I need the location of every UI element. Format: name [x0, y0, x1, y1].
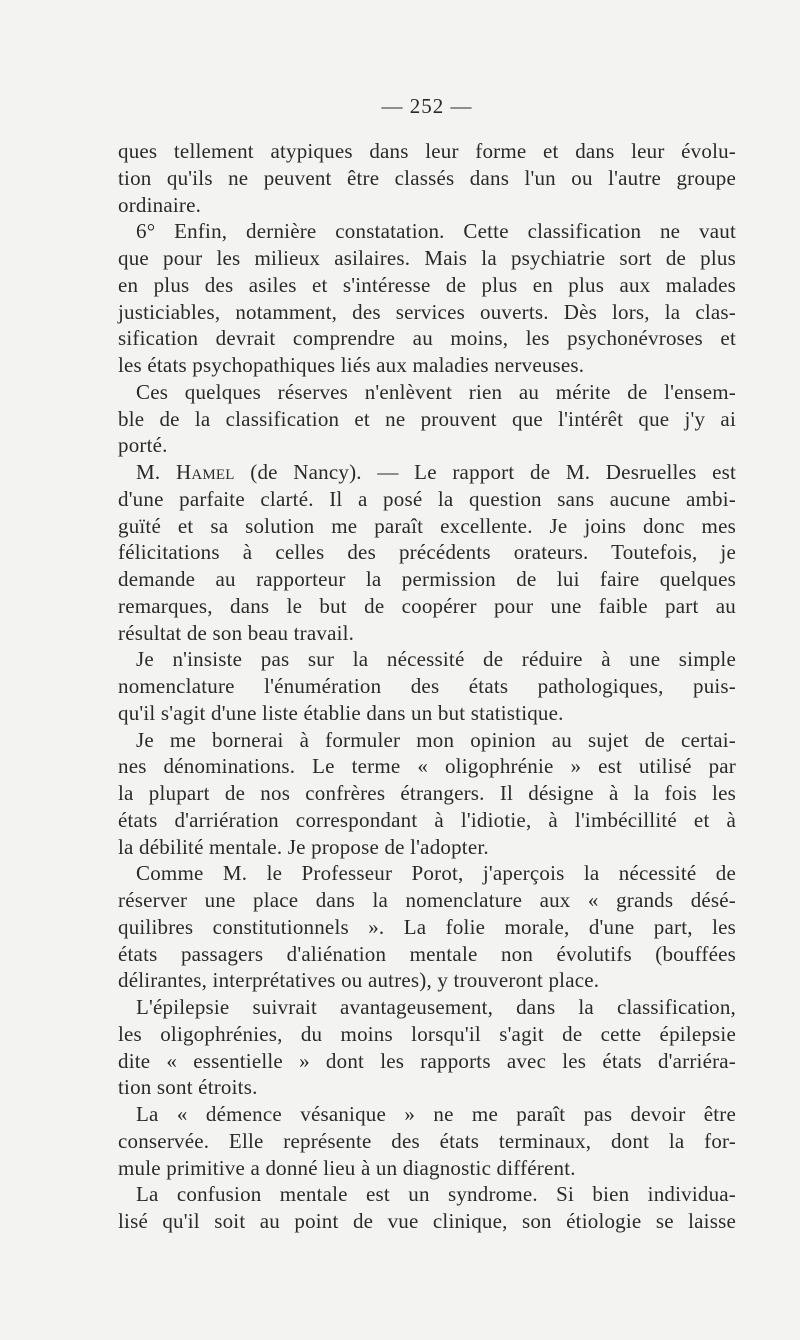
text-line: 6° Enfin, dernière constatation. Cette classification ne vaut: [136, 219, 736, 244]
text-line: nomenclature l'énumération des états pathologiques, puis-: [118, 674, 736, 698]
text-line: sification devrait comprendre au moins, les psychonévroses et: [118, 326, 736, 351]
book-page: [118, 92, 736, 1235]
text-line: lisé qu'il soit au point de vue clinique, son étiologie se laisse: [118, 1209, 736, 1233]
text-line: La « démence vésanique » ne me paraît pas devoir être: [136, 1102, 736, 1126]
text-line: Je n'insiste pas sur la nécessité de réduire à une simple: [136, 647, 736, 672]
speaker-name: Hamel: [175, 460, 235, 484]
text-line: remarques, dans le but de coopérer pour une faible part au: [118, 593, 736, 618]
text-line: justiciables, notamment, des services ouverts. Dès lors, la clas-: [118, 299, 736, 324]
text-line: Ces quelques réserves n'enlèvent rien au mérite de l'ensem-: [136, 379, 736, 404]
text-line: tion sont étroits.: [118, 1075, 258, 1100]
text-line: conservée. Elle représente des états terminaux, dont la for-: [118, 1128, 736, 1153]
text-line: demande au rapporteur la permission de lui faire quelques: [118, 567, 736, 591]
text-line: porté.: [118, 433, 168, 458]
text-line: Je me bornerai à formuler mon opinion au sujet de certai-: [136, 727, 736, 752]
text-line: M. Hamel (de Nancy). — Le rapport de M. Desruelles est: [136, 460, 736, 484]
text-line: les oligophrénies, du moins lorsqu'il s'agit de cette épilepsie: [118, 1021, 736, 1046]
text-line: états d'arriération correspondant à l'idiotie, à l'imbécillité et à: [118, 807, 736, 832]
text-line: quilibres constitutionnels ». La folie morale, d'une part, les: [118, 914, 736, 939]
text-line: réserver une place dans la nomenclature aux « grands désé-: [118, 888, 736, 912]
text-line: la plupart de nos confrères étrangers. Il désigne à la fois les: [118, 781, 736, 805]
text-line: en plus des asiles et s'intéresse de plus en plus aux malades: [118, 272, 736, 297]
text-line: la débilité mentale. Je propose de l'adopter.: [118, 834, 489, 859]
text-line: mule primitive a donné lieu à un diagnostic différent.: [118, 1155, 576, 1180]
text-line: ble de la classification et ne prouvent que l'intérêt que j'y ai: [118, 406, 736, 431]
text-line: qu'il s'agit d'une liste établie dans un but statistique.: [118, 700, 564, 725]
text-line: dite « essentielle » dont les rapports avec les états d'arriéra-: [118, 1048, 736, 1073]
text-line: Comme M. le Professeur Porot, j'aperçois la nécessité de: [136, 861, 736, 886]
text-line: délirantes, interprétatives ou autres), y trouveront place.: [118, 968, 600, 993]
text-line: ques tellement atypiques dans leur forme et dans leur évolu-: [118, 139, 736, 163]
text-line: tion qu'ils ne peuvent être classés dans l'un ou l'autre groupe: [118, 165, 736, 190]
text-line: La confusion mentale est un syndrome. Si bien individua-: [136, 1182, 736, 1207]
text-line: guïté et sa solution me paraît excellente. Je joins donc mes: [118, 513, 736, 538]
text-line: les états psychopathiques liés aux maladies nerveuses.: [118, 353, 585, 377]
page-number: — 252 —: [381, 94, 473, 118]
text-line: que pour les milieux asilaires. Mais la psychiatrie sort de plus: [118, 246, 736, 270]
text-line: félicitations à celles des précédents orateurs. Toutefois, je: [118, 540, 736, 565]
text-line: états passagers d'aliénation mentale non évolutifs (bouffées: [118, 941, 736, 966]
text-line: L'épilepsie suivrait avantageusement, dans la classification,: [136, 995, 736, 1019]
text-line: d'une parfaite clarté. Il a posé la question sans aucune ambi-: [118, 486, 736, 511]
text-line: résultat de son beau travail.: [118, 620, 355, 645]
text-line: ordinaire.: [118, 192, 202, 217]
body-text: [118, 138, 736, 1235]
text-line: nes dénominations. Le terme « oligophrénie » est utilisé par: [118, 754, 736, 779]
